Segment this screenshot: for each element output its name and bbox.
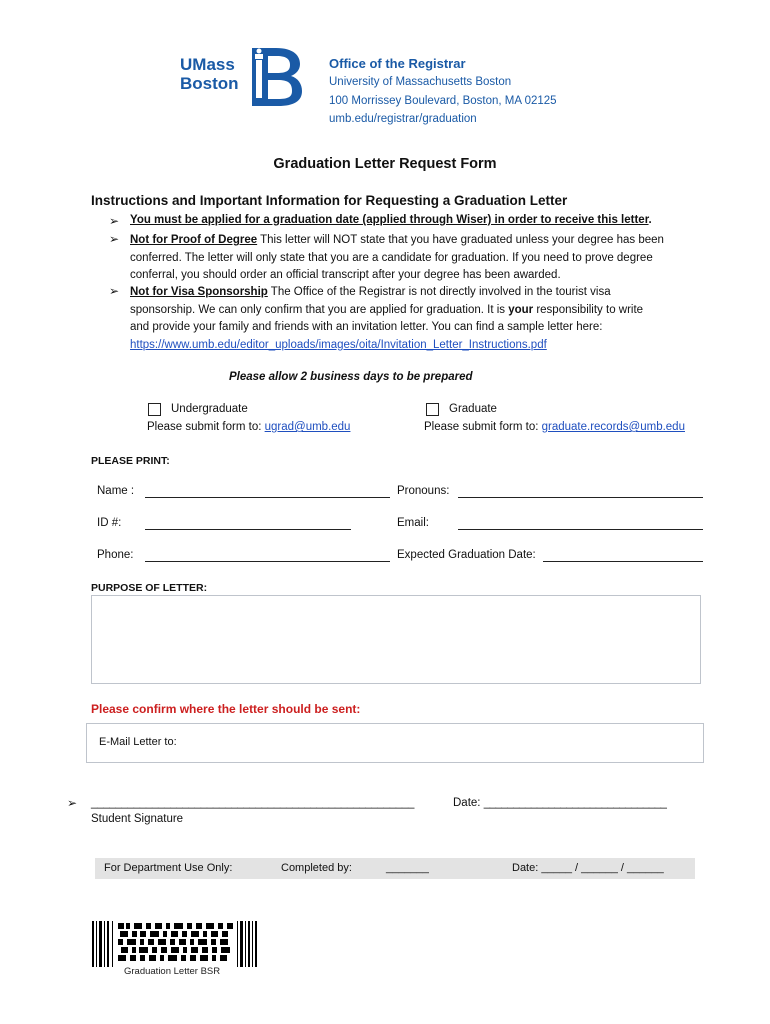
instruction-item-3 bbox=[130, 284, 643, 354]
signature-date-label: Date: bbox=[453, 797, 484, 809]
graduate-submit-text: Please submit form to: bbox=[424, 421, 542, 433]
pronouns-field[interactable] bbox=[458, 497, 703, 498]
arrow-bullet-icon: ➢ bbox=[67, 796, 78, 810]
phone-field[interactable] bbox=[145, 561, 390, 562]
logo-line-2: Boston bbox=[180, 74, 239, 93]
address-line-2: 100 Morrissey Boulevard, Boston, MA 02125 bbox=[329, 95, 557, 107]
please-print-label: PLEASE PRINT: bbox=[91, 455, 170, 467]
name-field[interactable] bbox=[145, 497, 390, 498]
id-field[interactable] bbox=[145, 529, 351, 530]
confirm-destination-label: Please confirm where the letter should be sent: bbox=[91, 702, 361, 716]
barcode-caption: Graduation Letter BSR bbox=[124, 966, 221, 977]
purpose-label: PURPOSE OF LETTER: bbox=[91, 582, 208, 594]
signature-line[interactable]: _____________________________________________________ bbox=[91, 797, 415, 809]
graduate-submit bbox=[424, 421, 685, 433]
email-letter-input[interactable] bbox=[86, 723, 704, 763]
instruction-item-3-line2b: responsibility to write bbox=[533, 303, 644, 316]
signature-date bbox=[453, 797, 666, 809]
business-days-notice: Please allow 2 business days to be prepared bbox=[229, 371, 473, 383]
instruction-item-2 bbox=[130, 232, 664, 285]
instruction-item-1 bbox=[130, 214, 652, 226]
purpose-textarea[interactable] bbox=[91, 595, 701, 684]
department-use-label: For Department Use Only: bbox=[104, 862, 233, 874]
instruction-item-2-line3: conferral, you should order an official transcript after your degree has been awarded. bbox=[130, 269, 561, 281]
undergraduate-submit-text: Please submit form to: bbox=[147, 421, 265, 433]
instruction-item-3-line2a: sponsorship. We can only confirm that you are applied for graduation. It is bbox=[130, 303, 509, 316]
form-title: Graduation Letter Request Form bbox=[273, 156, 497, 172]
arrow-bullet-icon: ➢ bbox=[109, 284, 120, 298]
email-letter-label: E-Mail Letter to: bbox=[99, 736, 177, 748]
id-label: ID #: bbox=[97, 517, 122, 529]
pdf417-barcode-icon bbox=[92, 921, 258, 967]
instruction-item-3-label: Not for Visa Sponsorship bbox=[130, 286, 268, 298]
arrow-bullet-icon: ➢ bbox=[109, 232, 120, 246]
instruction-item-1-text: You must be applied for a graduation date (applied through Wiser) in order to receive this letter bbox=[130, 214, 649, 226]
email-field[interactable] bbox=[458, 529, 703, 530]
logo-line-1: UMass bbox=[180, 55, 235, 74]
undergraduate-checkbox[interactable] bbox=[148, 403, 161, 416]
instruction-item-3-line1: The Office of the Registrar is not directly involved in the tourist visa bbox=[267, 286, 611, 298]
email-label: Email: bbox=[397, 517, 429, 529]
instruction-item-2-label: Not for Proof of Degree bbox=[130, 234, 258, 246]
expected-graduation-label: Expected Graduation Date: bbox=[397, 549, 536, 561]
completed-by-label: Completed by: bbox=[281, 862, 352, 874]
department-date bbox=[512, 862, 664, 874]
umass-boston-logo bbox=[180, 46, 310, 108]
department-date-value[interactable]: _____ / ______ / ______ bbox=[541, 862, 664, 874]
name-label: Name : bbox=[97, 485, 135, 497]
instructions-heading: Instructions and Important Information for Requesting a Graduation Letter bbox=[91, 193, 568, 208]
graduate-records-email-link[interactable]: graduate.records@umb.edu bbox=[541, 421, 685, 433]
expected-graduation-field[interactable] bbox=[543, 561, 703, 562]
office-title: Office of the Registrar bbox=[329, 56, 466, 71]
undergraduate-label: Undergraduate bbox=[171, 403, 248, 415]
graduate-label: Graduate bbox=[449, 403, 497, 415]
signature-date-line[interactable]: _______________________________ bbox=[483, 797, 667, 809]
student-signature-label: Student Signature bbox=[91, 813, 184, 825]
logo-b-emblem-icon bbox=[246, 46, 304, 108]
ugrad-email-link[interactable]: ugrad@umb.edu bbox=[264, 421, 351, 433]
phone-label: Phone: bbox=[97, 549, 134, 561]
instruction-item-2-line1: This letter will NOT state that you have graduated unless your degree has been bbox=[257, 234, 664, 246]
graduate-checkbox[interactable] bbox=[426, 403, 439, 416]
instruction-item-2-line2: conferred. The letter will only state that you are a candidate for graduation. If you need to prove degree bbox=[130, 251, 653, 264]
arrow-bullet-icon: ➢ bbox=[109, 214, 120, 228]
completed-by-field[interactable]: _______ bbox=[386, 862, 429, 874]
invitation-letter-link[interactable]: https://www.umb.edu/editor_uploads/images/oita/Invitation_Letter_Instructions.pdf bbox=[130, 338, 547, 351]
pronouns-label: Pronouns: bbox=[397, 485, 450, 497]
instruction-item-3-line3: and provide your family and friends with an invitation letter. You can find a sample letter here: bbox=[130, 321, 603, 333]
instruction-item-1-end: . bbox=[648, 214, 652, 226]
instruction-item-3-line2-bold: your bbox=[508, 303, 534, 316]
department-date-label: Date: bbox=[512, 862, 542, 874]
undergraduate-submit bbox=[147, 421, 350, 433]
address-line-1: University of Massachusetts Boston bbox=[329, 76, 512, 88]
address-line-3: umb.edu/registrar/graduation bbox=[329, 113, 477, 125]
